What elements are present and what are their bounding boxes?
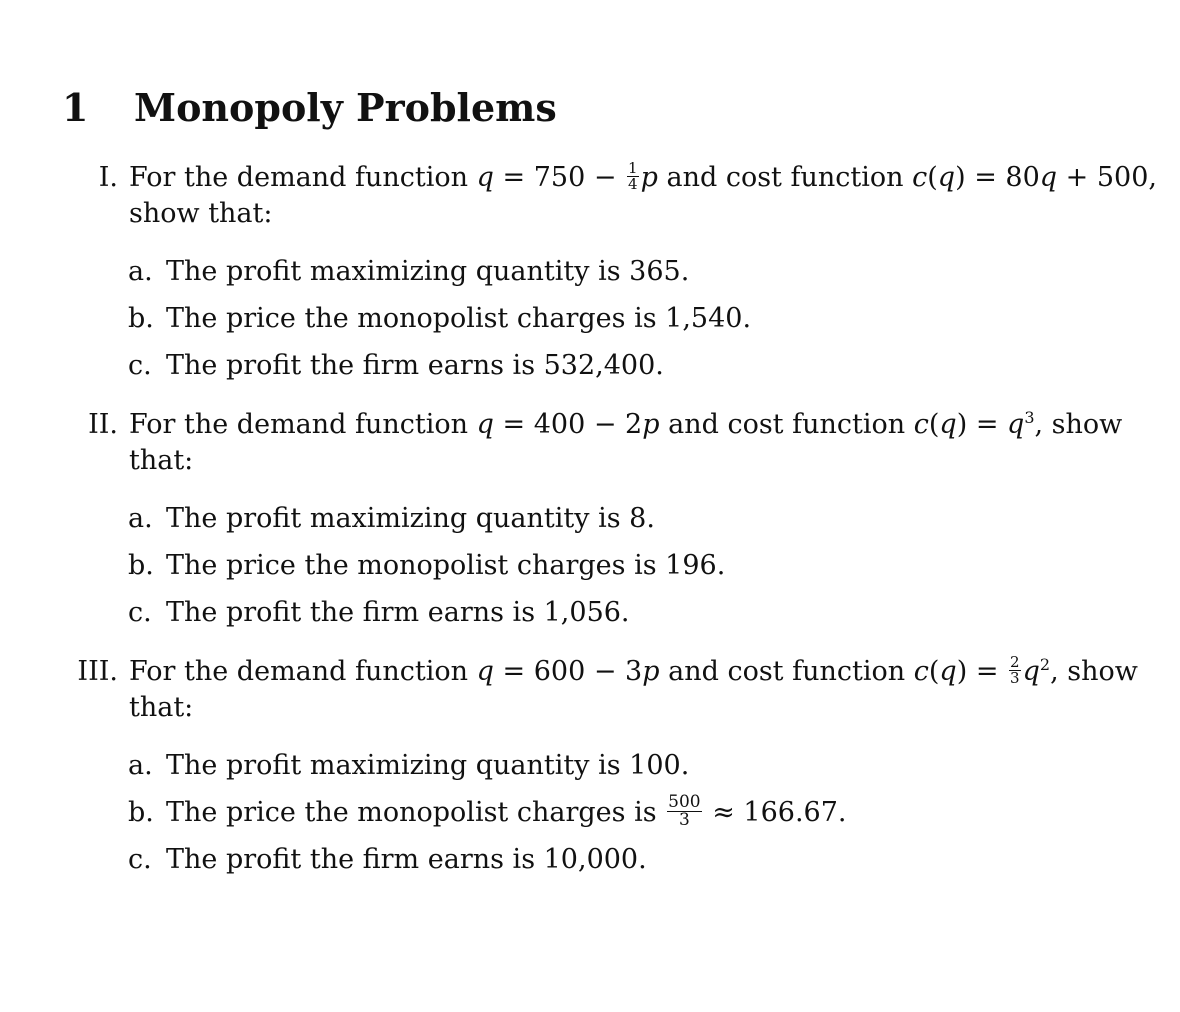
section-title: Monopoly Problems — [134, 85, 557, 130]
problem-3-label: III. — [77, 656, 118, 687]
problem-3-statement: For the demand function q = 600 − 3p and cost function c(q) = $\frac{2}{3}$ $q^2$, show — [129, 653, 1138, 687]
section-number: 1 — [62, 85, 89, 130]
fraction: $\frac{500}{3}$ — [668, 792, 701, 830]
problem-2-statement: For the demand function q = 400 − 2p and cost function $c(q) = q^3$, show — [129, 408, 1123, 440]
problem-2-item-b: b. The price the monopolist charges is 196. — [128, 550, 726, 581]
problem-2-label: II. — [88, 409, 118, 440]
problem-2-item-c: c. The profit the firm earns is 1,056. — [128, 597, 630, 628]
problem-1-statement-line2: show that: — [129, 198, 273, 229]
problem-3-item-a: a. The profit maximizing quantity is 100. — [128, 750, 690, 781]
problem-1-item-b: b. The price the monopolist charges is 1,540. — [128, 303, 752, 334]
problem-3-item-b: b. The price the monopolist charges is $\frac{500}{3}$ ≈ 166.67. — [128, 792, 847, 830]
problem-1-statement: For the demand function q = 750 − $\frac{1}{4}$ p and cost function c(q) = 80q + 500, — [129, 159, 1157, 193]
problem-1-label: I. — [98, 162, 118, 193]
problem-1-item-c: c. The profit the firm earns is 532,400. — [128, 350, 664, 381]
problem-3-statement-line2: that: — [129, 692, 194, 723]
fraction: $\frac{1}{4}$ — [628, 159, 638, 193]
problem-1-item-a: a. The profit maximizing quantity is 365. — [128, 256, 690, 287]
fraction: $\frac{2}{3}$ — [1010, 653, 1020, 687]
section-heading — [62, 84, 557, 132]
problem-3-item-c: c. The profit the firm earns is 10,000. — [128, 844, 647, 875]
problem-2-statement-line2: that: — [129, 445, 194, 476]
problem-2-item-a: a. The profit maximizing quantity is 8. — [128, 503, 655, 534]
